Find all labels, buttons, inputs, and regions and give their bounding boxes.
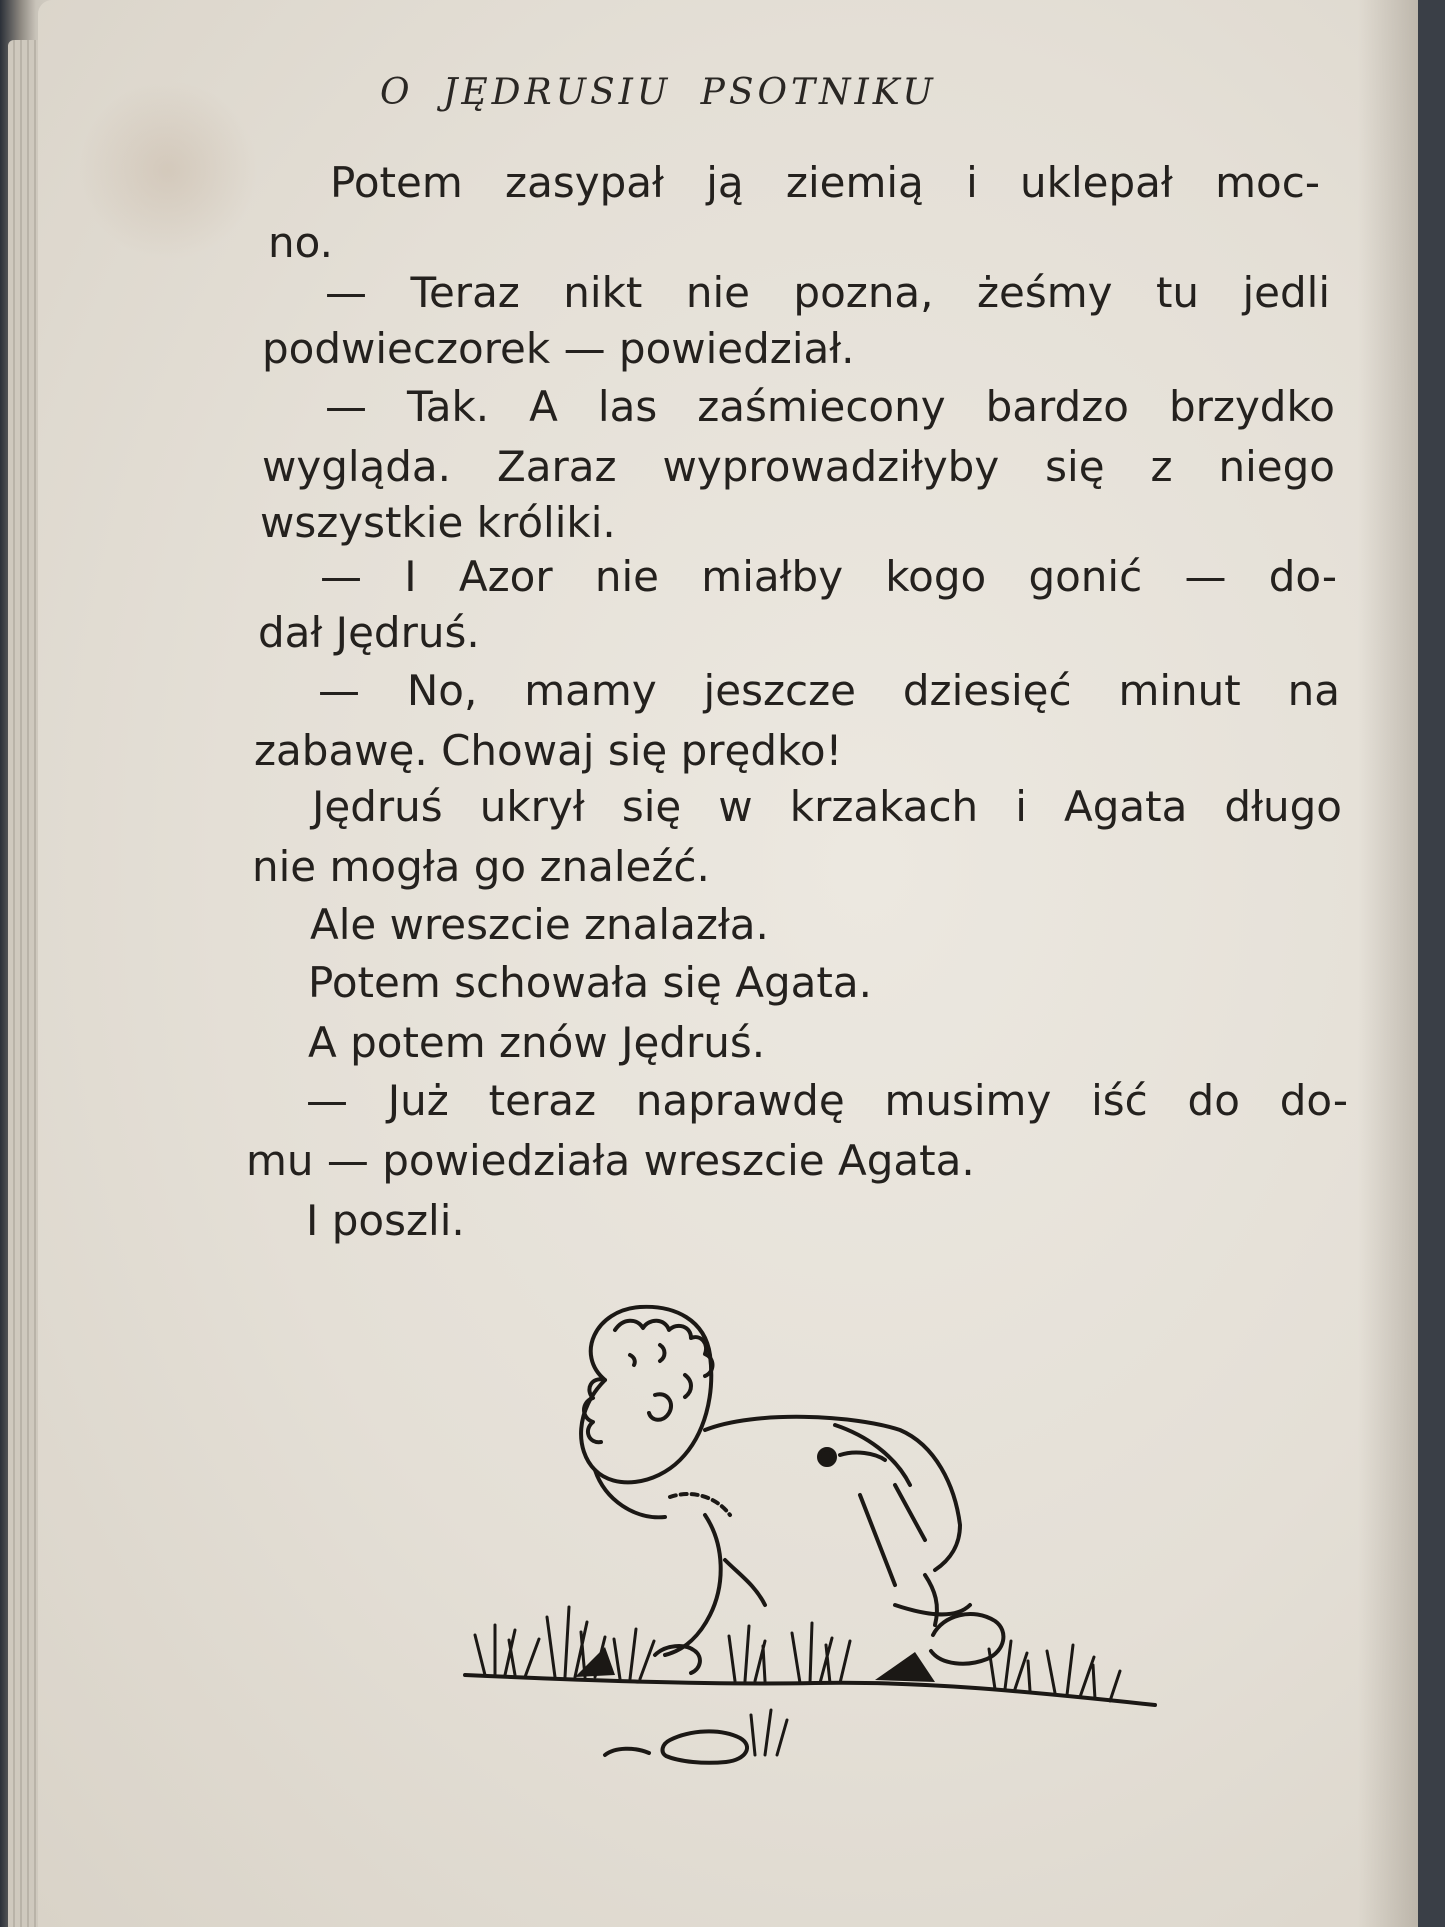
text-line: dał Jędruś. <box>258 608 480 657</box>
text-line: I poszli. <box>306 1196 465 1245</box>
paper-stain <box>78 80 258 260</box>
text-line: mu — powiedziała wreszcie Agata. <box>246 1136 975 1185</box>
text-line: Jędruś ukrył się w krzakach i Agata długo <box>312 782 1342 831</box>
text-line: — No, mamy jeszcze dziesięć minut na <box>318 666 1340 715</box>
text-line: no. <box>268 218 333 267</box>
text-line: wszystkie króliki. <box>260 498 616 547</box>
text-line: A potem znów Jędruś. <box>308 1018 766 1067</box>
child-crawling-in-grass-illustration <box>455 1285 1175 1845</box>
text-line: wygląda. Zaraz wyprowadziłyby się z niego <box>262 442 1335 491</box>
text-line: — Już teraz naprawdę musimy iść do do- <box>306 1076 1348 1125</box>
text-line: — I Azor nie miałby kogo gonić — do- <box>320 552 1337 601</box>
text-line: Potem zasypał ją ziemią i uklepał moc- <box>330 158 1320 207</box>
running-head: O JĘDRUSIU PSOTNIKU <box>380 72 937 113</box>
text-line: zabawę. Chowaj się prędko! <box>254 726 843 775</box>
text-line: podwieczorek — powiedział. <box>262 324 855 373</box>
text-line: — Tak. A las zaśmiecony bardzo brzydko <box>325 382 1335 431</box>
text-line: Potem schowała się Agata. <box>308 958 872 1007</box>
text-line: — Teraz nikt nie pozna, żeśmy tu jedli <box>325 268 1330 317</box>
text-line: nie mogła go znaleźć. <box>252 842 710 891</box>
page-gutter-shadow <box>1358 0 1418 1927</box>
text-line: Ale wreszcie znalazła. <box>310 900 769 949</box>
